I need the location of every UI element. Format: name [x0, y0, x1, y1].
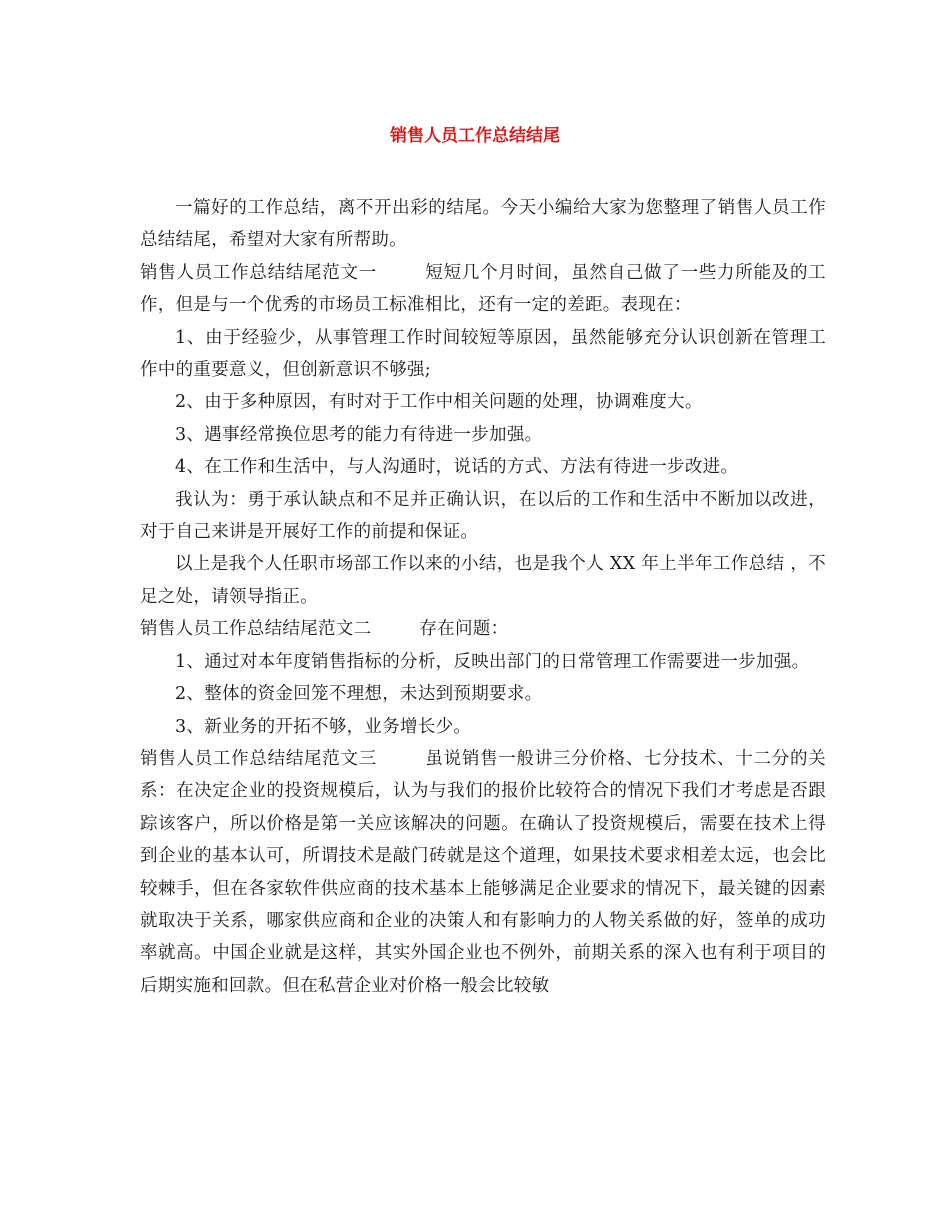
sample1-opinion: 我认为：勇于承认缺点和不足并正确认识，在以后的工作和生活中不断加以改进，对于自己来讲是开展好工作的前提和保证。 [140, 489, 826, 543]
sample3-lead: 虽说销售一般讲三分价格、七分技术、十二分的关系：在决定企业的投资规模后，认为与我们的报价比较符合的情况下我们才考虑是否跟踪该客户，所以价格是第一关应该解决的问题。在确认了投资规模后，需要在技术上得到企业的基本认可，所谓技术是敲门砖就是这个道理，如果技术要求相差太远，也会比较棘手，但在各家软件供应商的技术基本上能够满足企业要求的情况下，最关键的因素就取决于关系，哪家供应商和企业的决策人和有影响力的人物关系做的好，签单的成功率就高。中国企业就是这样，其实外国企业也不例外，前期关系的深入也有利于项目的后期实施和回款。但在私营企业对价格一般会比较敏 [140, 748, 826, 996]
sample2-item: 3、新业务的开拓不够，业务增长少。 [175, 716, 472, 737]
sample1-summary: 以上是我个人任职市场部工作以来的小结，也是我个人 XX 年上半年工作总结 ，不足之处，请领导指正。 [140, 554, 826, 607]
intro-paragraph: 一篇好的工作总结，离不开出彩的结尾。今天小编给大家为您整理了销售人员工作总结结尾，希望对大家有所帮助。 [140, 198, 826, 251]
sample1-heading: 销售人员工作总结结尾范文一 [140, 262, 377, 283]
sample3-heading: 销售人员工作总结结尾范文三 [140, 748, 377, 769]
sample1-item: 1、由于经验少，从事管理工作时间较短等原因，虽然能够充分认识创新在管理工作中的重要意义，但创新意识不够强; [140, 327, 826, 381]
document-title: 销售人员工作总结结尾 [390, 126, 560, 146]
sample2-heading: 销售人员工作总结结尾范文二 [140, 619, 372, 640]
sample1-item: 3、遇事经常换位思考的能力有待进一步加强。 [175, 424, 543, 445]
sample2-lead: 存在问题： [419, 619, 509, 640]
sample1-lead: 短短几个月时间，虽然自己做了一些力所能及的工作，但是与一个优秀的市场员工标准相比，还有一定的差距。表现在： [140, 262, 826, 316]
sample2-item: 2、整体的资金回笼不理想，未达到预期要求。 [175, 684, 543, 705]
sample2-paragraph [140, 613, 826, 645]
document-body [140, 192, 826, 1002]
sample3-paragraph [140, 743, 826, 1002]
sample1-item: 2、由于多种原因，有时对于工作中相关问题的处理，协调难度大。 [175, 392, 703, 413]
sample1-item: 4、在工作和生活中，与人沟通时，说话的方式、方法有待进一步改进。 [175, 457, 739, 478]
sample1-paragraph [140, 257, 826, 322]
sample2-item: 1、通过对本年度销售指标的分析，反映出部门的日常管理工作需要进一步加强。 [175, 651, 810, 672]
